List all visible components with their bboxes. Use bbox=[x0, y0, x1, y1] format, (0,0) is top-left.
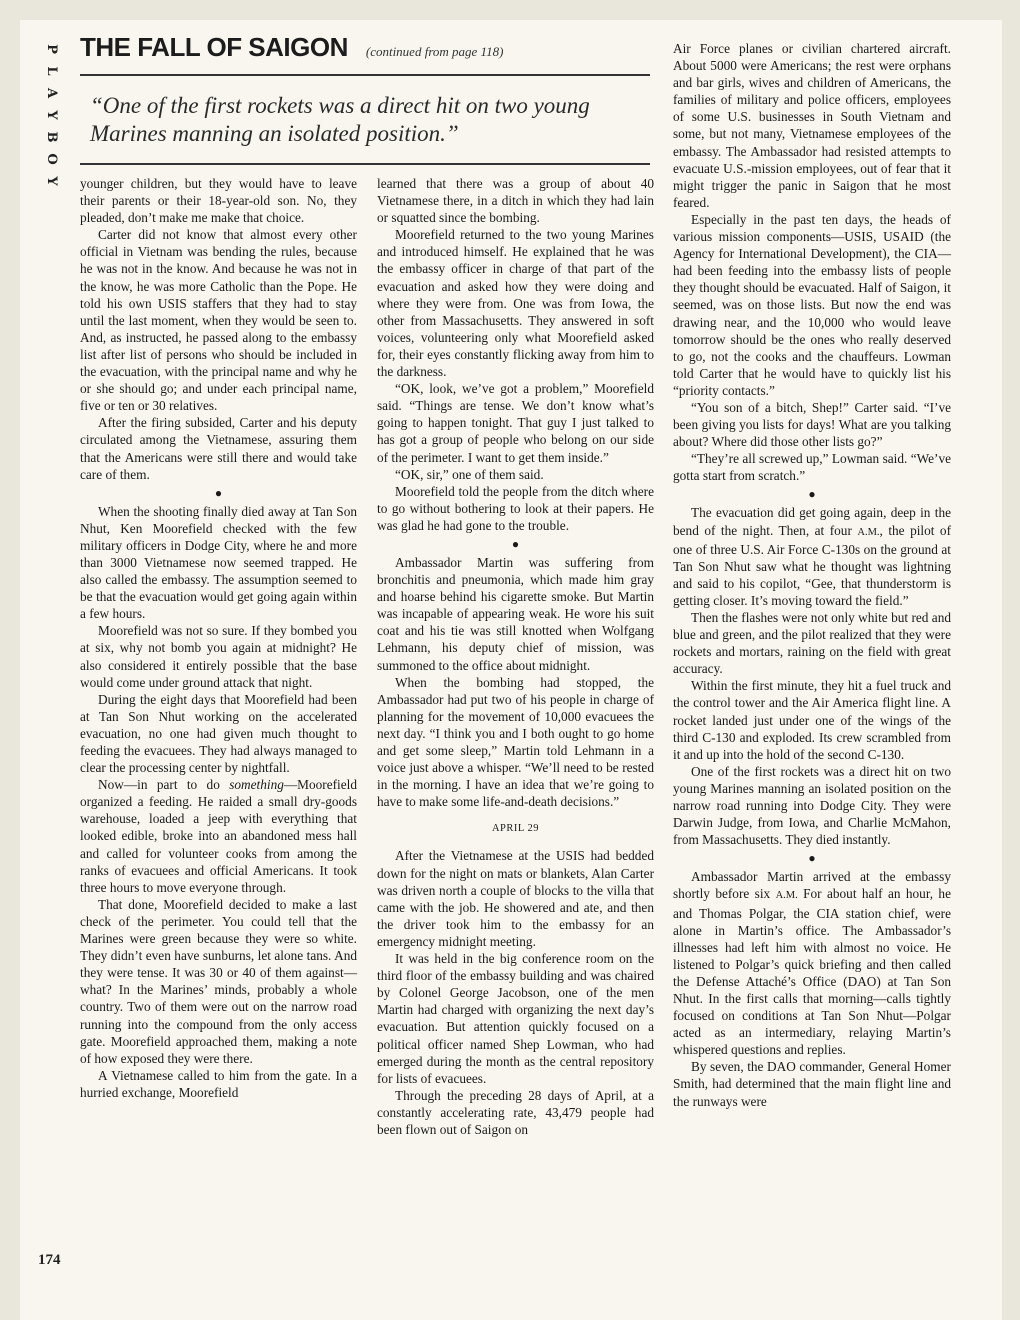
paragraph: Then the flashes were not only white but red and blue and green, and the pilot realized that they were rockets and mortars, raining on the field with great accuracy. bbox=[673, 610, 951, 677]
text-run: Now—in part to do bbox=[98, 777, 230, 793]
sidebar-letter: O bbox=[44, 153, 59, 165]
page-number: 174 bbox=[38, 1252, 61, 1268]
dateline: APRIL 29 bbox=[491, 823, 540, 835]
paragraph bbox=[673, 504, 951, 609]
paragraph bbox=[80, 776, 357, 896]
paragraph: When the shooting finally died away at Tan Son Nhut, Ken Moorefield checked with the few military officers in Dodge City, where he and more than 3000 Vietnamese now seemed trapped. He also called the embassy. The assumption seemed to be that the evacuation would get going again within a few hours. bbox=[80, 503, 357, 622]
small-caps-text: A.M. bbox=[857, 526, 880, 538]
paragraph: It was held in the big conference room on the third floor of the embassy building and was chaired by Colonel George Jacobson, one of the men Martin had charged with organizing the next day’s evacuation. But attention quickly focused on a political officer named Shep Lowman, who had emerged during the month as the central repository for lists of evacuees. bbox=[377, 951, 654, 1086]
section-break-bullet: ● bbox=[214, 485, 223, 500]
paragraph: Moorefield was not so sure. If they bombed you at six, why not bomb you again at midnight? He also considered it entirely possible that the base would come under ground attack that night. bbox=[80, 623, 357, 690]
emphasis-text: something bbox=[229, 777, 284, 793]
paragraph: A Vietnamese called to him from the gate. In a hurried exchange, Moorefield bbox=[80, 1067, 357, 1100]
article-title: THE FALL OF SAIGON bbox=[80, 32, 348, 62]
paragraph: Moorefield returned to the two young Marines and introduced himself. He explained that he was the embassy officer in charge of that part of the evacuation and asked how they were doing and where they were from. One was from Iowa, the other from Massachusetts. They answered in soft voices, volunteering only what Moorefield asked for, their eyes constantly flicking away from him to the darkness. bbox=[377, 227, 654, 380]
paragraph: Carter did not know that almost every other official in Vietnam was bending the rules, because he was not in the know. And because he was not in the know, he was more Catholic than the Pope. He told his own USIS staffers that they had to stay until the last moment, when they would be seen to. And, as instructed, he passed along to the embassy list after list of persons who should be included in the evacuation, with the principal name and why he or she should go; and under each principal name, five or ten or 30 relatives. bbox=[80, 227, 357, 414]
top-rule bbox=[80, 74, 650, 76]
column-1 bbox=[80, 175, 357, 1101]
text-run: —Moorefield organized a feeding. He raided a small dry-goods warehouse, loaded a jeep with everything that looked edible, broke into an abandoned mess hall and called for volunteer cooks from among the ranks of evacuees and official Americans. It took three hours to move everyone through. bbox=[80, 777, 357, 895]
column-3 bbox=[673, 40, 951, 1110]
section-break-bullet: ● bbox=[808, 487, 816, 502]
continued-note: (continued from page 118) bbox=[365, 44, 504, 59]
sidebar-letter: A bbox=[44, 87, 59, 99]
sidebar-letter: Y bbox=[44, 176, 59, 186]
text-run: The evacuation did get going again, deep in the bend of the night. Then, at four bbox=[673, 505, 951, 538]
paragraph: Moorefield told the people from the ditch where to go without bothering to look at their papers. He was glad he had gone to the trouble. bbox=[377, 483, 654, 533]
magazine-page bbox=[20, 20, 1002, 1320]
sidebar-letter: Y bbox=[44, 110, 59, 120]
sidebar-letter: L bbox=[44, 66, 59, 76]
section-break-bullet: ● bbox=[808, 851, 816, 866]
paragraph: Within the first minute, they hit a fuel truck and the control tower and the Air America flight line. A rocket landed just under one of the wings of the third C-130 and exploded. Its crew scrambled from it and up into the hold of the second C-130. bbox=[673, 678, 951, 762]
text-run: Ambassador Martin arrived at the embassy shortly before six bbox=[673, 869, 951, 902]
paragraph: One of the first rockets was a direct hit on two young Marines manning an isolated position on the narrow road running into Dodge City. They were Darwin Judge, from Iowa, and Charlie McMahon, from Massachusetts. They died instantly. bbox=[673, 763, 951, 848]
paragraph: “You son of a bitch, Shep!” Carter said. “I’ve been giving you lists for days! What are you talking about? Where did those other lists go?” bbox=[673, 399, 951, 450]
small-caps-text: A.M. bbox=[775, 890, 798, 902]
sidebar-letter: P bbox=[44, 44, 59, 54]
sidebar-letter: B bbox=[44, 131, 59, 143]
paragraph: “OK, look, we’ve got a problem,” Moorefield said. “Things are tense. We don’t know what’s going to happen tonight. That guy I just talked to has got a group of people who belong on our side of the perimeter. I want to get them inside.” bbox=[377, 381, 654, 465]
paragraph: After the Vietnamese at the USIS had bedded down for the night on mats or blankets, Alan Carter was driven north a couple of blocks to the villa that came with the job. He showered and ate, and then the driver took him to the embassy for an emergency midnight meeting. bbox=[377, 848, 654, 949]
paragraph: That done, Moorefield decided to make a last check of the perimeter. You could tell that the Marines were green because they were so white. They didn’t even have sunburns, let alone tans. And they were tense. It was 30 or 40 of them against—what? In the Marines’ minds, probably a whole country. Two of them were out on the narrow road running into the compound from the only access gate. Moorefield approached them, making a note of how exposed they were there. bbox=[80, 896, 357, 1066]
paragraph: By seven, the DAO commander, General Homer Smith, had determined that the main flight line and the runways were bbox=[673, 1059, 951, 1109]
text-run: For about half an hour, he and Thomas Polgar, the CIA station chief, were alone in Martin’s office. The Ambassador’s illnesses had left him with almost no voice. He listened to Polgar’s quick briefing and then called the Defense Attaché’s Office (DAO) at Tan Son Nhut. In the first calls that morning—calls tightly focused on conditions at Tan Son Nhut—Polgar acted as an intermediary, relaying Martin’s whispered questions and replies. bbox=[673, 886, 951, 1058]
paragraph bbox=[673, 868, 951, 1058]
magazine-sidebar-logo bbox=[38, 38, 64, 192]
paragraph: “They’re all screwed up,” Lowman said. “We’ve gotta start from scratch.” bbox=[673, 451, 951, 484]
paragraph: learned that there was a group of about 40 Vietnamese there, in a ditch in which they had lain or squatted since the bombing. bbox=[377, 176, 654, 226]
section-break-bullet: ● bbox=[511, 536, 520, 551]
text-run: , the pilot of one of three U.S. Air Force C-130s on the ground at Tan Son Nhut saw what he thought was lightning and said to his copilot, “Gee, that thunderstorm is getting closer. It’s moving toward the field.” bbox=[673, 522, 952, 608]
paragraph: “OK, sir,” one of them said. bbox=[395, 466, 544, 482]
column-2 bbox=[377, 175, 654, 1138]
paragraph: When the bombing had stopped, the Ambassador had put two of his people in charge of planning for the movement of 10,000 evacuees the next day. “I think you and I both ought to go home and get some sleep,” Martin told Lehmann in a voice just above a whisper. “We’ll need to be rested in the morning. I have an idea that we’re going to have to make some life-and-death decisions.” bbox=[377, 674, 654, 810]
paragraph: Air Force planes or civilian chartered aircraft. About 5000 were Americans; the rest were orphans and bar girls, wives and children of Americans, the families of military and police officers, employees of some U.S. businesses in South Vietnam and some, but not many, Vietnamese employees of the embassy. The Ambassador had resisted attempts to evacuate U.S.-mission employees, out of fear that it might trigger the panic in Saigon that he most feared. bbox=[673, 41, 951, 210]
paragraph: younger children, but they would have to leave their parents or their 18-year-old son. No, they pleaded, don’t make me make that choice. bbox=[80, 176, 357, 226]
article-header bbox=[80, 32, 660, 63]
paragraph: After the firing subsided, Carter and his deputy circulated among the Vietnamese, assuring them that the Americans were still there and would take care of them. bbox=[80, 415, 357, 482]
paragraph: Through the preceding 28 days of April, at a constantly accelerating rate, 43,479 people had been flown out of Saigon on bbox=[377, 1087, 654, 1137]
bottom-rule bbox=[80, 163, 650, 165]
paragraph: During the eight days that Moorefield had been at Tan Son Nhut working on the accelerated evacuation, no one had given much thought to feeding the evacuees. They had always managed to clear the processing center by nightfall. bbox=[80, 691, 357, 776]
paragraph: Ambassador Martin was suffering from bronchitis and pneumonia, which made him gray and hoarse behind his cigarette smoke. But Martin was incapable of appearing weak. He wore his suit coat and his tie was still knotted when Wolfgang Lehmann, his deputy chief of mission, was summoned to the office about midnight. bbox=[377, 554, 654, 673]
pull-quote: “One of the first rockets was a direct hit on two young Marines manning an isolated position.” bbox=[90, 93, 590, 146]
paragraph: Especially in the past ten days, the heads of various mission components—USIS, USAID (the Agency for International Development), the CIA—had been feeding into the embassy lists of people they thought should be evacuated. Half of Saigon, it seemed, was on those lists. But now the end was drawing near, and the 10,000 who would leave tomorrow should be the ones who really deserved to go, not the cooks and the chauffeurs. Lowman told Carter that he would have to quickly list his “priority contacts.” bbox=[673, 211, 951, 398]
